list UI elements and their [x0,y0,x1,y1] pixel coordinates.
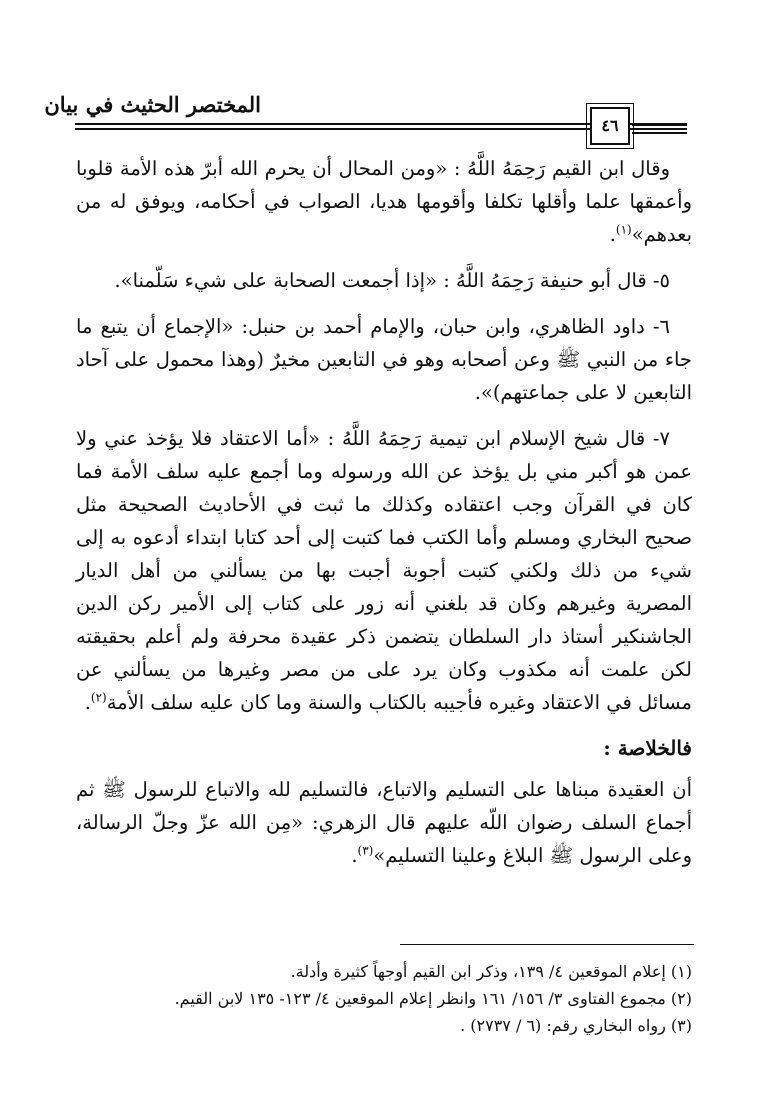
footnote-3: (٣) رواه البخاري رقم: (٦ / ٢٧٣٧) . [460,1016,692,1035]
footnote-ref-2: (٢) [90,690,107,705]
paragraph-abu-hanifa: ٥- قال أبو حنيفة رَحِمَهُ اللَّهُ : «إذا أجمعت الصحابة على شيء سَلّمنا». [114,269,670,292]
running-header-title: المختصر الحثيث في بيان [44,92,261,117]
paragraph-dawud: ٦- داود الظاهري، وابن حبان، والإمام أحمد بن حنبل: «الإجماع أن يتبع ما جاء من النبي ﷺ وعن أصحابه وهو في التابعين مخيرٌ (وهذا محمول على آحاد التابعين لا على جماعتهم)». [76,315,692,404]
paragraph-ibn-taymiyya: ٧- قال شيخ الإسلام ابن تيمية رَحِمَهُ اللَّهُ : «أما الاعتقاد فلا يؤخذ عني ولا عمن هو أكبر مني بل يؤخذ عن الله ورسوله وما أجمع عليه سلف الأمة فما كان في القرآن وجب اعتقاده وكذلك ما ثبت في الأحاديث الصحيحة مثل صحيح البخاري ومسلم وأما الكتب فما كتبت إلى أحد كتابا ابتداء أدعوه به إلى شيء من ذلك ولكني كتبت أجوبة أجبت بها من يسألني من أهل الديار المصرية وغيرهم وكان قد بلغني أنه زور على كتاب إلى الأمير ركن الدين الجاشنكير أستاذ دار السلطان يتضمن ذكر عقيدة محرفة ولم أعلم بحقيقته لكن علمت أنه مكذوب وكان يرد على من مصر وغيرها من يسألني عن مسائل في الاعتقاد وغيره فأجيبه بالكتاب والسنة وما كان عليه سلف الأمة$^{(٢)}$. [76,427,692,714]
paragraph-ibn-alqayyim: وقال ابن القيم رَحِمَهُ اللَّهُ : «ومن المحال أن يحرم الله أبرّ هذه الأمة قلوبا وأعمقها علما وأقلها تكلفا وأقومها هديا، الصواب في أحكامه، ويوفق له من بعدهم»$^{(١)}$. [76,157,692,246]
footnotes [76,958,692,1039]
footnote-ref-3: (٣) [357,843,374,858]
summary-heading: فالخلاصة : [603,736,692,760]
header-ornament-bar [632,124,687,134]
page-number: ٤٦ [590,107,630,145]
main-text [76,152,692,885]
footnote-1: (١) إعلام الموقعين ٤/ ١٣٩، وذكر ابن القيم أوجهاً كثيرة وأدلة. [290,962,692,981]
footnote-separator [400,944,694,945]
footnote-2: (٢) مجموع الفتاوى ٣/ ١٥٦/ ١٦١ وانظر إعلام الموقعين ٤/ ١٢٣- ١٣٥ لابن القيم. [174,989,692,1008]
paragraph-summary: أن العقيدة مبناها على التسليم والاتباع، فالتسليم لله والاتباع للرسول ﷺ ثم أجماع السلف رضوان اللّه عليهم قال الزهري: «مِن الله عزّ وجلّ الرسالة، وعلى الرسول ﷺ البلاغ وعلينا التسليم»$^{(٣)}$. [76,778,692,867]
footnote-ref-1: (١) [615,222,632,237]
